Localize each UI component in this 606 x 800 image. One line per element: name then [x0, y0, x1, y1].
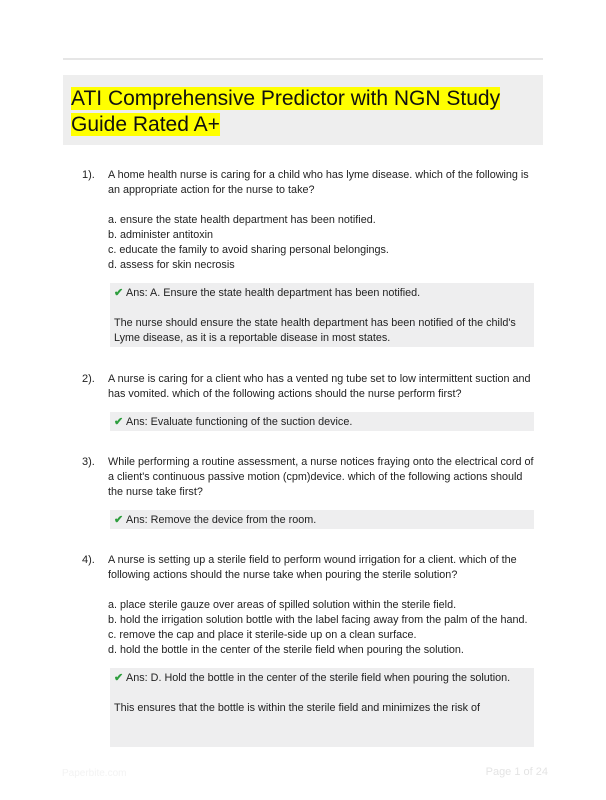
question-number: 2). [82, 373, 95, 385]
check-icon: ✔ [114, 287, 124, 299]
answer-explanation: The nurse should ensure the state health department has been notified of the child's Lyme disease, as it is a reportable disease in most states. [114, 317, 516, 344]
check-icon: ✔ [114, 416, 124, 428]
question-text: While performing a routine assessment, a nurse notices fraying onto the electrical cord of a client's continuous passive motion (cpm)device. which of the following actions should the nurse take first? [108, 456, 534, 498]
question-number: 1). [82, 169, 95, 181]
answer-line [114, 671, 510, 686]
check-icon: ✔ [114, 672, 124, 684]
option-a: a. place sterile gauze over areas of spilled solution within the sterile field. [108, 599, 457, 611]
option-c: c. remove the cap and place it sterile-side up on a clean surface. [108, 629, 417, 641]
answer-line [114, 513, 316, 528]
question-text: A nurse is setting up a sterile field to perform wound irrigation for a client. which of the following actions should the nurse take when pouring the sterile solution? [108, 554, 517, 581]
answer-box [110, 412, 534, 431]
answer-options [108, 598, 538, 658]
watermark-text: Paperbite.com [62, 768, 127, 779]
option-d: d. hold the bottle in the center of the sterile field when pouring the solution. [108, 644, 464, 656]
check-icon: ✔ [114, 514, 124, 526]
answer-options [108, 213, 538, 273]
question-number: 4). [82, 554, 95, 566]
answer-box [110, 510, 534, 529]
option-c: c. educate the family to avoid sharing personal belongings. [108, 244, 389, 256]
answer-box [110, 283, 534, 347]
option-b: b. hold the irrigation solution bottle with the label facing away from the palm of the hand. [108, 614, 528, 626]
answer-text: Ans: Remove the device from the room. [126, 514, 317, 526]
option-d: d. assess for skin necrosis [108, 259, 235, 271]
answer-text: Ans: D. Hold the bottle in the center of the sterile field when pouring the solution. [126, 672, 511, 684]
option-a: a. ensure the state health department has been notified. [108, 214, 376, 226]
answer-explanation: This ensures that the bottle is within the sterile field and minimizes the risk of [114, 702, 481, 714]
page-indicator: Page 1 of 24 [485, 766, 548, 778]
title-banner [63, 75, 543, 145]
answer-box [110, 668, 534, 747]
answer-text: Ans: A. Ensure the state health department has been notified. [126, 287, 421, 299]
question-text: A nurse is caring for a client who has a vented ng tube set to low intermittent suction and has vomited. which of the following actions should the nurse perform first? [108, 373, 531, 400]
question-text: A home health nurse is caring for a child who has lyme disease. which of the following is an appropriate action for the nurse to take? [108, 169, 529, 196]
question-number: 3). [82, 456, 95, 468]
option-b: b. administer antitoxin [108, 229, 214, 241]
top-divider [63, 58, 543, 60]
answer-line [114, 415, 352, 430]
answer-text: Ans: Evaluate functioning of the suction device. [126, 416, 353, 428]
answer-line [114, 286, 420, 301]
document-title: ATI Comprehensive Predictor with NGN Study Guide Rated A+ [71, 87, 501, 136]
